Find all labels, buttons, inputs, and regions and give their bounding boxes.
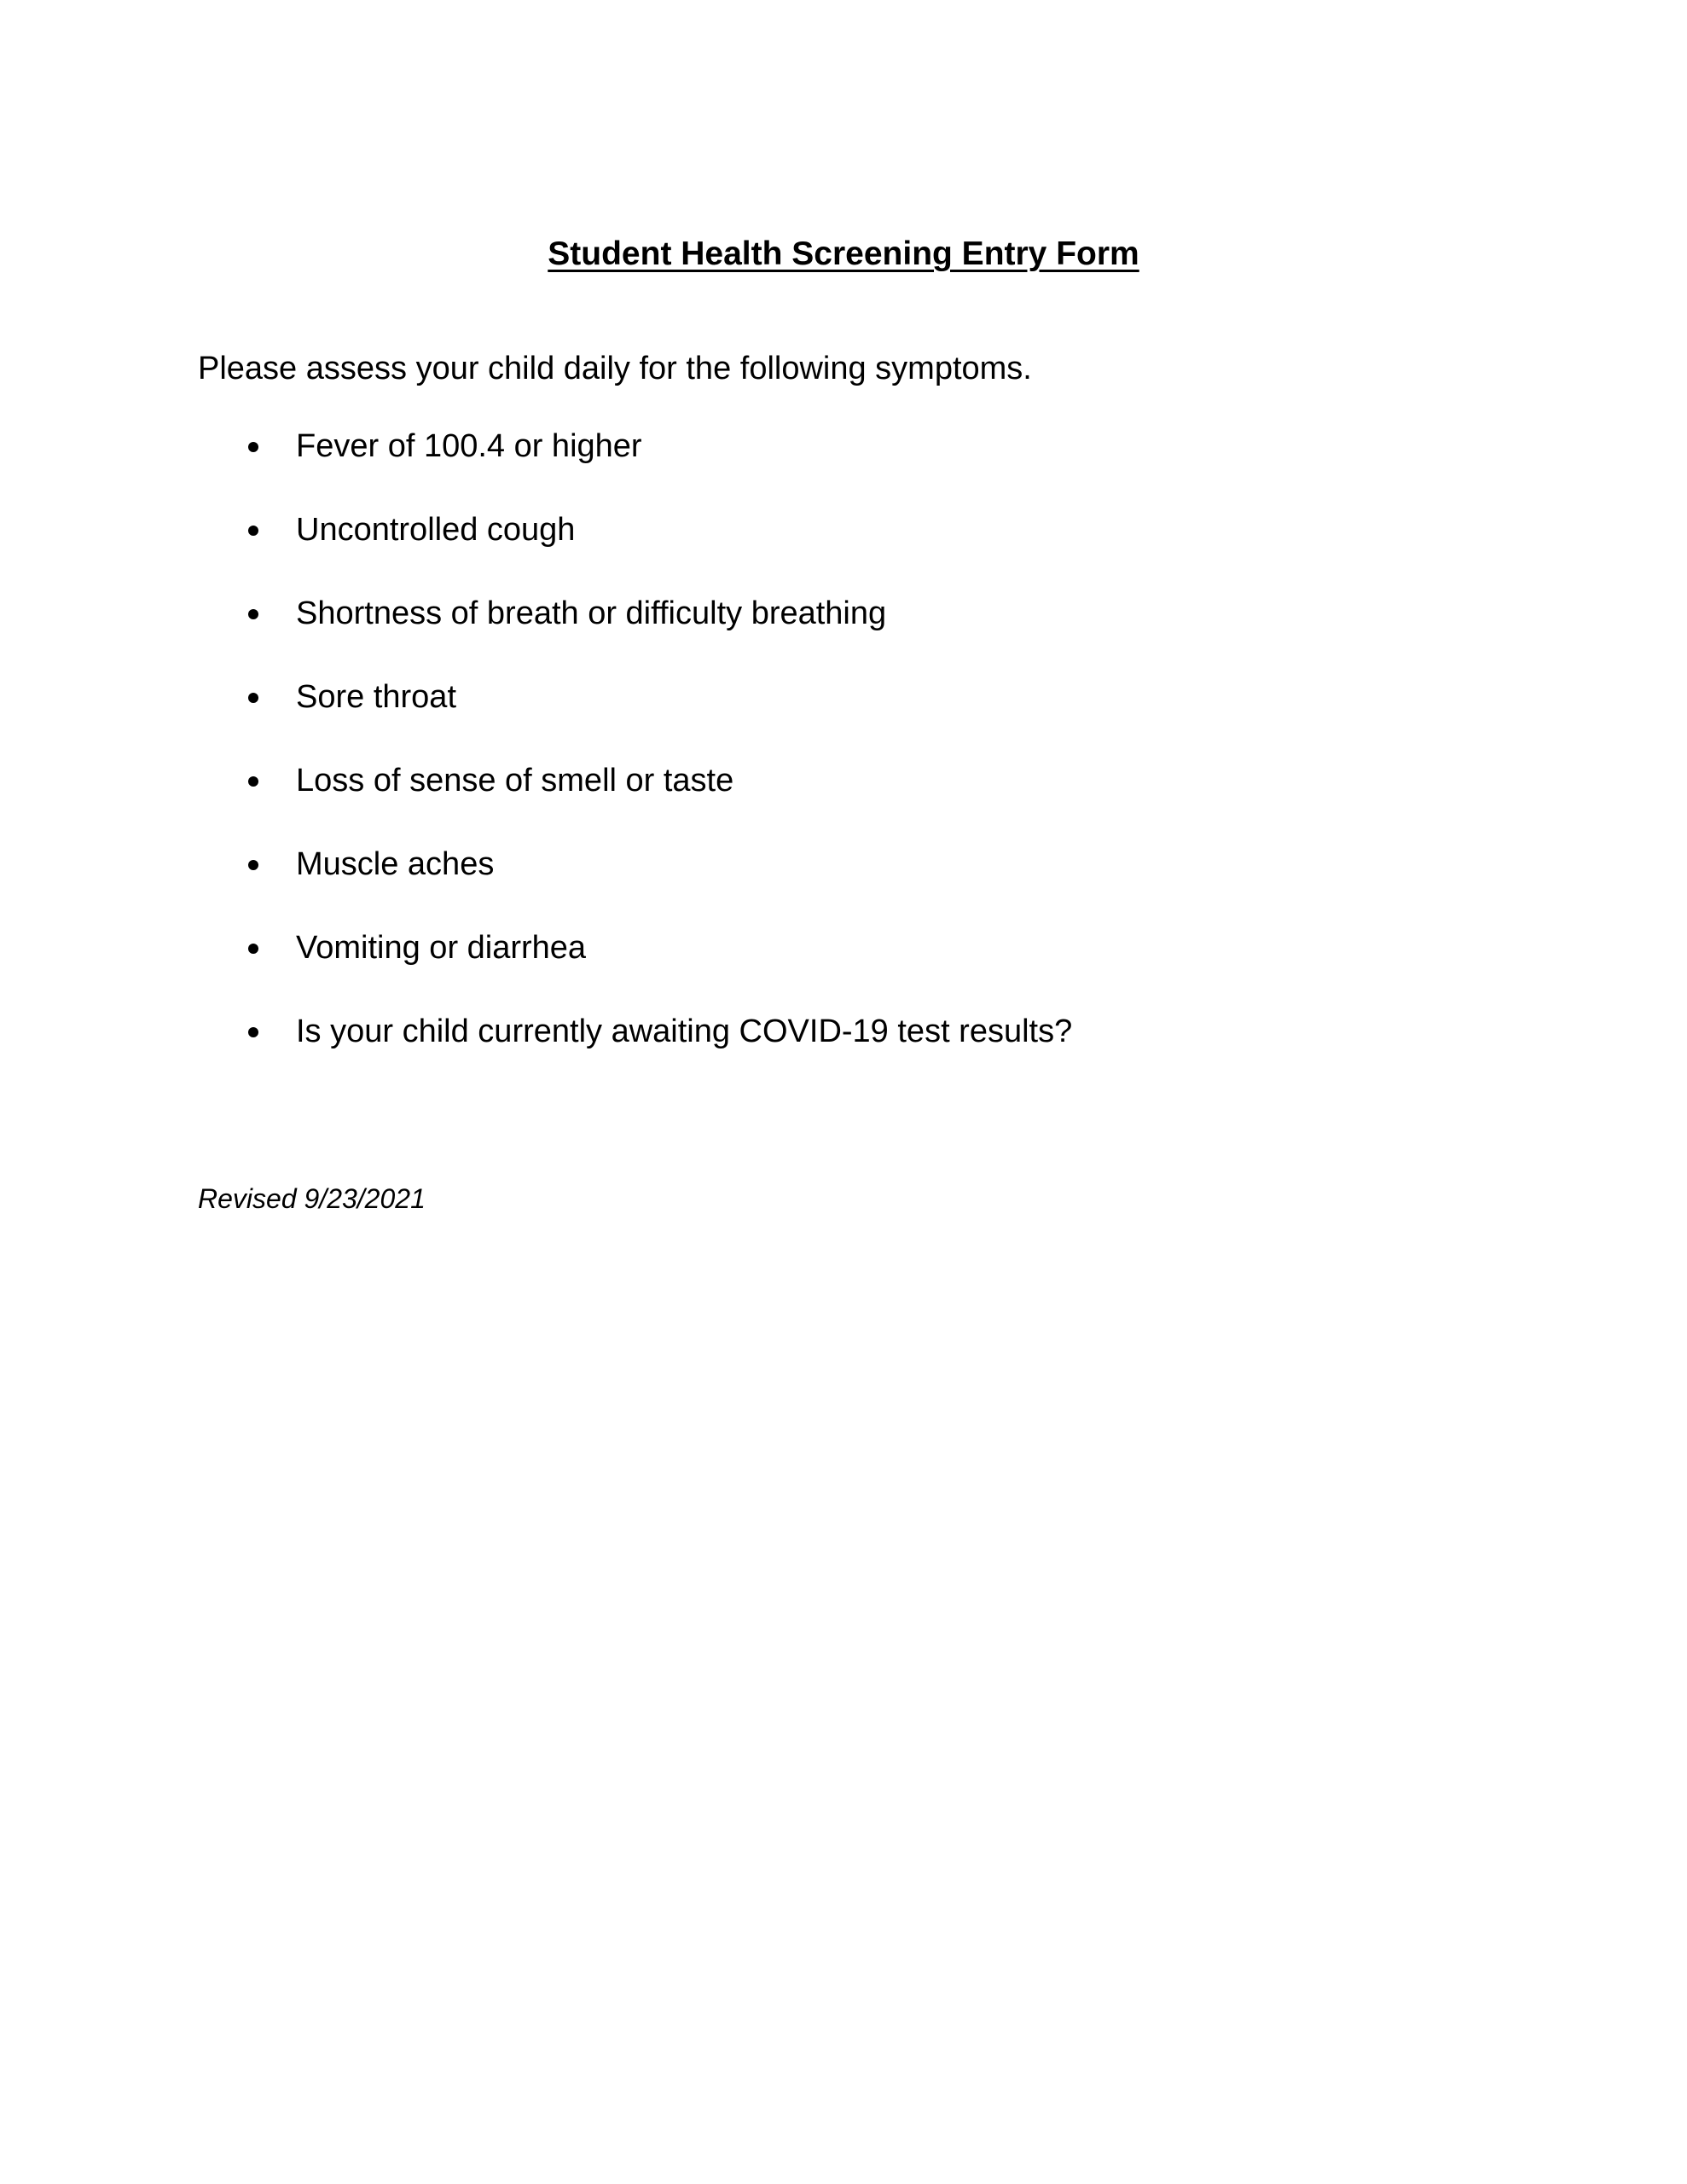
symptom-label: Shortness of breath or difficulty breathing bbox=[296, 595, 887, 631]
symptom-label: Sore throat bbox=[296, 679, 456, 715]
bullet-icon bbox=[248, 609, 258, 619]
page-title: Student Health Screening Entry Form bbox=[548, 235, 1139, 272]
symptom-item bbox=[0, 842, 1279, 886]
bullet-icon bbox=[248, 944, 258, 954]
bullet-icon bbox=[248, 1027, 258, 1037]
symptom-item bbox=[0, 758, 1279, 803]
symptom-label: Uncontrolled cough bbox=[296, 512, 576, 548]
symptom-label: Is your child currently awaiting COVID-19 test results? bbox=[296, 1014, 1073, 1049]
symptom-label: Vomiting or diarrhea bbox=[296, 930, 587, 966]
bullet-icon bbox=[248, 693, 258, 703]
bullet-icon bbox=[248, 860, 258, 870]
symptom-item bbox=[0, 591, 1279, 636]
bullet-icon bbox=[248, 526, 258, 536]
bullet-icon bbox=[248, 776, 258, 787]
symptom-item bbox=[0, 926, 1279, 970]
symptom-label: Muscle aches bbox=[296, 846, 495, 882]
symptom-item bbox=[0, 675, 1279, 719]
intro-text: Please assess your child daily for the following symptoms. bbox=[198, 351, 1032, 386]
symptom-item bbox=[0, 508, 1279, 552]
revision-date: Revised 9/23/2021 bbox=[198, 1183, 426, 1214]
bullet-icon bbox=[248, 442, 258, 452]
symptom-label: Fever of 100.4 or higher bbox=[296, 428, 642, 464]
symptom-item bbox=[0, 424, 1279, 468]
symptom-label: Loss of sense of smell or taste bbox=[296, 763, 734, 799]
symptom-item bbox=[0, 1009, 1279, 1054]
